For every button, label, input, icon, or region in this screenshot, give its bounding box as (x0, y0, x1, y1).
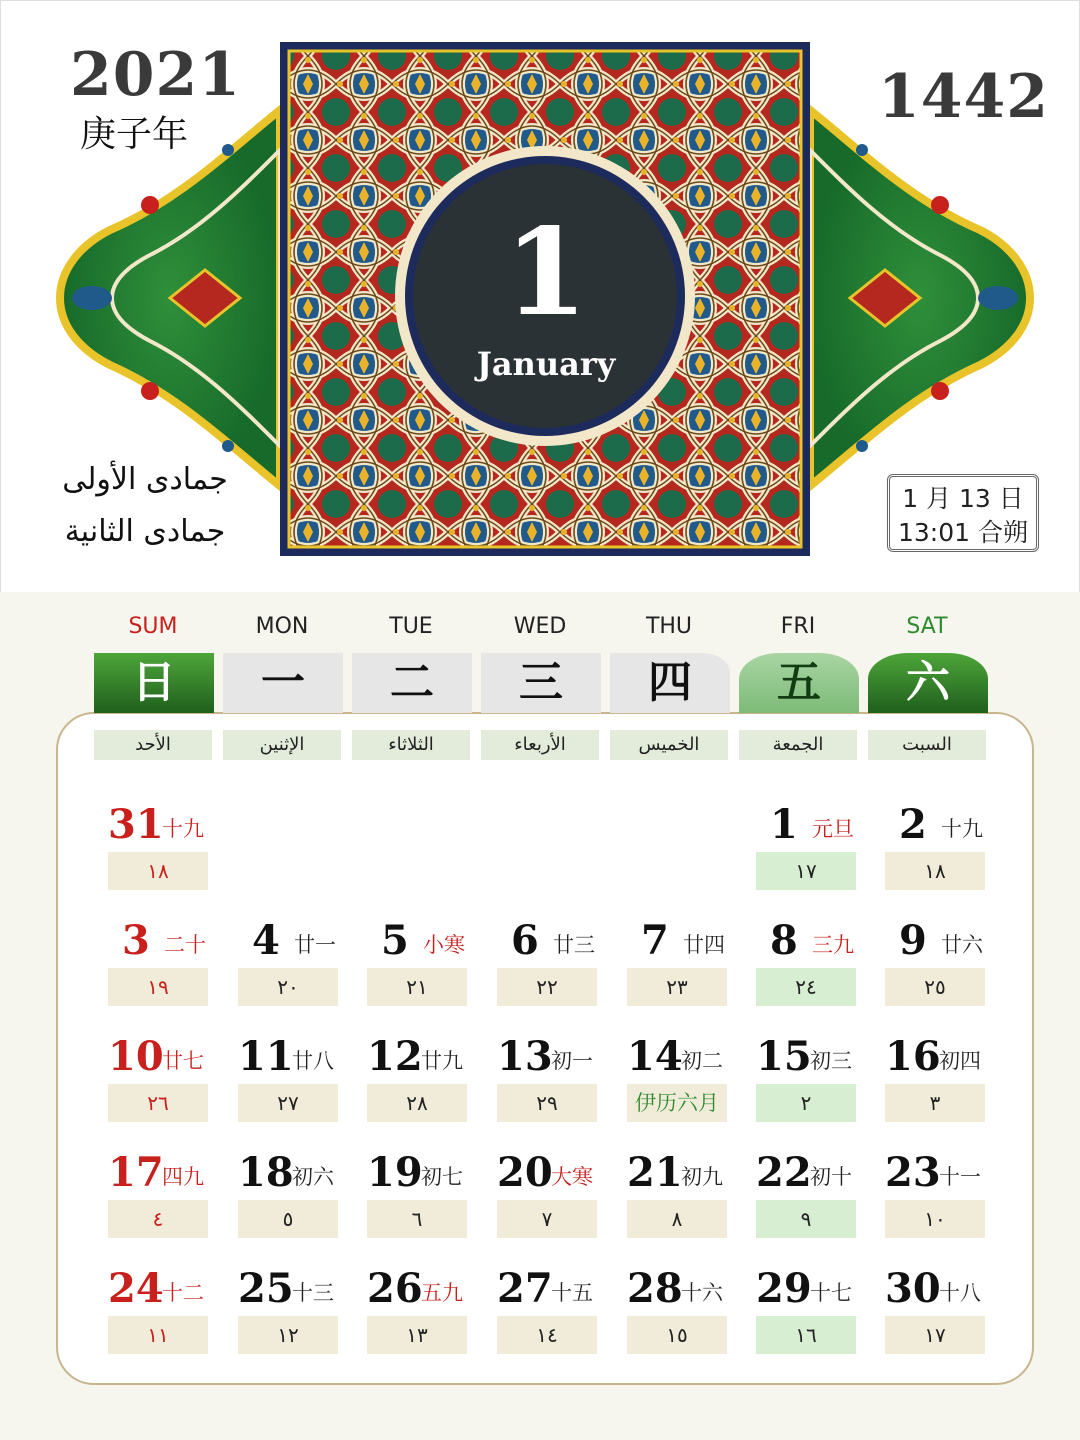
day-cell[interactable] (238, 1264, 366, 1354)
day-cell[interactable] (756, 916, 884, 1006)
hijri-day: ١١ (108, 1316, 208, 1354)
day-cell[interactable] (627, 1264, 755, 1354)
day-cell[interactable] (238, 916, 366, 1006)
featured-month-name: January (476, 345, 616, 383)
day-cell[interactable] (108, 1032, 236, 1122)
lunar-day: 廿八 (292, 1049, 334, 1073)
gregorian-day: 18 (238, 1149, 294, 1196)
day-cell[interactable] (367, 1264, 495, 1354)
day-cell[interactable] (497, 916, 625, 1006)
lunar-day: 廿六 (941, 933, 983, 957)
lunar-day: 廿七 (162, 1049, 204, 1073)
gregorian-day: 2 (899, 801, 927, 848)
hijri-day: ١٨ (885, 852, 985, 890)
gregorian-day: 15 (756, 1033, 812, 1080)
weekday-cn-tue: 二 (352, 653, 472, 713)
right-wing-ornament (810, 110, 1030, 486)
lunar-day: 十二 (162, 1281, 204, 1305)
day-cell[interactable] (885, 1148, 1013, 1238)
hijri-day: ٢٨ (367, 1084, 467, 1122)
hijri-day: 伊历六月 (627, 1084, 727, 1122)
weekday-ar-wed: الأربعاء (481, 730, 599, 760)
day-cell[interactable] (756, 1148, 884, 1238)
hijri-day: ٨ (627, 1200, 727, 1238)
hijri-day: ١٨ (108, 852, 208, 890)
day-cell[interactable] (885, 1264, 1013, 1354)
weekday-cn-sat: 六 (868, 653, 988, 713)
lunar-day: 初七 (421, 1165, 463, 1189)
hijri-day: ١٢ (238, 1316, 338, 1354)
lunar-day: 三九 (812, 933, 854, 957)
gregorian-day: 22 (756, 1149, 812, 1196)
hijri-day: ٢٩ (497, 1084, 597, 1122)
weekday-en-thu: THU (645, 614, 693, 639)
lunar-day: 十三 (292, 1281, 334, 1305)
day-cell[interactable] (885, 1032, 1013, 1122)
hijri-day: ١٤ (497, 1316, 597, 1354)
gregorian-day: 21 (627, 1149, 683, 1196)
lunar-day: 初九 (681, 1165, 723, 1189)
left-wing-ornament (60, 110, 280, 486)
gregorian-day: 20 (497, 1149, 553, 1196)
day-cell[interactable] (108, 916, 236, 1006)
hijri-day: ١٥ (627, 1316, 727, 1354)
hijri-day: ٩ (756, 1200, 856, 1238)
lunar-day: 元旦 (812, 817, 854, 841)
day-cell[interactable] (108, 1264, 236, 1354)
gregorian-day: 28 (627, 1265, 683, 1312)
featured-day-number: 1 (504, 202, 588, 343)
gregorian-day: 26 (367, 1265, 423, 1312)
day-cell[interactable] (367, 1148, 495, 1238)
weekday-en-fri: FRI (780, 614, 816, 639)
day-cell[interactable] (885, 800, 1013, 890)
new-moon-box (887, 474, 1039, 552)
hijri-day: ٢ (756, 1084, 856, 1122)
gregorian-day: 24 (108, 1265, 164, 1312)
weekday-ar-sat: السبت (868, 730, 986, 760)
lunar-day: 初六 (292, 1165, 334, 1189)
weekday-en-wed: WED (513, 614, 567, 639)
new-moon-date: 1 月 13 日 (902, 484, 1024, 513)
hijri-day: ١٩ (108, 968, 208, 1006)
gregorian-day: 19 (367, 1149, 423, 1196)
weekday-cn-mon: 一 (223, 653, 343, 713)
new-moon-time: 13:01 合朔 (898, 518, 1028, 547)
gregorian-day: 9 (899, 917, 927, 964)
day-cell[interactable] (367, 916, 495, 1006)
day-cell[interactable] (497, 1148, 625, 1238)
lunar-day: 小寒 (423, 933, 465, 957)
day-cell[interactable] (756, 1264, 884, 1354)
day-cell[interactable] (885, 916, 1013, 1006)
lunar-day: 五九 (421, 1281, 463, 1305)
gregorian-day: 16 (885, 1033, 941, 1080)
weekday-ar-sun: الأحد (94, 730, 212, 760)
gregorian-day: 27 (497, 1265, 553, 1312)
weekday-cn-sun: 日 (94, 653, 214, 713)
lunar-day: 四九 (162, 1165, 204, 1189)
weekday-cn-fri: 五 (739, 653, 859, 713)
lunar-day: 十六 (681, 1281, 723, 1305)
hijri-day: ١٠ (885, 1200, 985, 1238)
hijri-day: ٢٧ (238, 1084, 338, 1122)
gregorian-day: 4 (252, 917, 280, 964)
gregorian-day: 12 (367, 1033, 423, 1080)
lunar-day: 大寒 (551, 1165, 593, 1189)
hijri-day: ١٣ (367, 1316, 467, 1354)
hijri-day: ٢١ (367, 968, 467, 1006)
lunar-day: 二十 (164, 933, 206, 957)
lunar-day: 廿四 (683, 933, 725, 957)
lunar-day: 廿三 (553, 933, 595, 957)
gregorian-day: 30 (885, 1265, 941, 1312)
weekday-en-tue: TUE (389, 614, 433, 639)
gregorian-day: 3 (122, 917, 150, 964)
gregorian-day: 7 (641, 917, 669, 964)
gregorian-day: 11 (238, 1033, 294, 1080)
lunar-day: 初三 (810, 1049, 852, 1073)
hijri-year: 1442 (878, 62, 1049, 132)
gregorian-day: 1 (770, 801, 798, 848)
gregorian-day: 29 (756, 1265, 812, 1312)
lunar-day: 初十 (810, 1165, 852, 1189)
hijri-day: ٧ (497, 1200, 597, 1238)
day-cell[interactable] (756, 1032, 884, 1122)
lunar-day: 十九 (162, 817, 204, 841)
gregorian-day: 5 (381, 917, 409, 964)
day-cell[interactable] (238, 1032, 366, 1122)
lunar-day: 初二 (681, 1049, 723, 1073)
gregorian-day: 13 (497, 1033, 553, 1080)
day-cell[interactable] (756, 800, 884, 890)
hijri-day: ١٦ (756, 1316, 856, 1354)
weekday-ar-mon: الإثنين (223, 730, 341, 760)
day-cell[interactable] (108, 800, 236, 890)
lunar-day: 十七 (810, 1281, 852, 1305)
hijri-day: ٥ (238, 1200, 338, 1238)
chinese-year: 庚子年 (80, 114, 189, 155)
hijri-month-2: جمادى الثانية (64, 514, 226, 549)
day-cell[interactable] (627, 1148, 755, 1238)
hijri-day: ٢٠ (238, 968, 338, 1006)
day-cell[interactable] (497, 1264, 625, 1354)
hijri-day: ٢٦ (108, 1084, 208, 1122)
lunar-day: 初一 (551, 1049, 593, 1073)
gregorian-day: 31 (108, 801, 164, 848)
weekday-ar-thu: الخميس (610, 730, 728, 760)
gregorian-day: 17 (108, 1149, 164, 1196)
gregorian-day: 23 (885, 1149, 941, 1196)
lunar-day: 十九 (941, 817, 983, 841)
weekday-en-sun: SUM (128, 614, 178, 639)
weekday-ar-fri: الجمعة (739, 730, 857, 760)
lunar-day: 廿一 (294, 933, 336, 957)
hijri-day: ٦ (367, 1200, 467, 1238)
weekday-cn-wed: 三 (481, 653, 601, 713)
lunar-day: 十一 (939, 1165, 981, 1189)
weekday-ar-tue: الثلاثاء (352, 730, 470, 760)
gregorian-day: 10 (108, 1033, 164, 1080)
hijri-day: ٢٥ (885, 968, 985, 1006)
gregorian-day: 8 (770, 917, 798, 964)
hijri-day: ٢٣ (627, 968, 727, 1006)
day-cell[interactable] (497, 1032, 625, 1122)
lunar-day: 十八 (939, 1281, 981, 1305)
gregorian-day: 14 (627, 1033, 683, 1080)
hijri-day: ٢٤ (756, 968, 856, 1006)
hijri-day: ٤ (108, 1200, 208, 1238)
lunar-day: 廿九 (421, 1049, 463, 1073)
day-cell[interactable] (367, 1032, 495, 1122)
hijri-day: ٢٢ (497, 968, 597, 1006)
lunar-day: 初四 (939, 1049, 981, 1073)
day-cell[interactable] (108, 1148, 236, 1238)
gregorian-year: 2021 (70, 40, 241, 110)
weekday-en-mon: MON (255, 614, 309, 639)
day-cell[interactable] (627, 916, 755, 1006)
day-cell[interactable] (238, 1148, 366, 1238)
gregorian-day: 6 (511, 917, 539, 964)
weekday-cn-thu: 四 (610, 653, 730, 713)
day-cell[interactable] (627, 1032, 755, 1122)
weekday-en-sat: SAT (906, 614, 948, 639)
hijri-month-1: جمادى الأولى (62, 462, 228, 497)
lunar-day: 十五 (551, 1281, 593, 1305)
hijri-day: ١٧ (756, 852, 856, 890)
hijri-day: ١٧ (885, 1316, 985, 1354)
gregorian-day: 25 (238, 1265, 294, 1312)
hijri-day: ٣ (885, 1084, 985, 1122)
